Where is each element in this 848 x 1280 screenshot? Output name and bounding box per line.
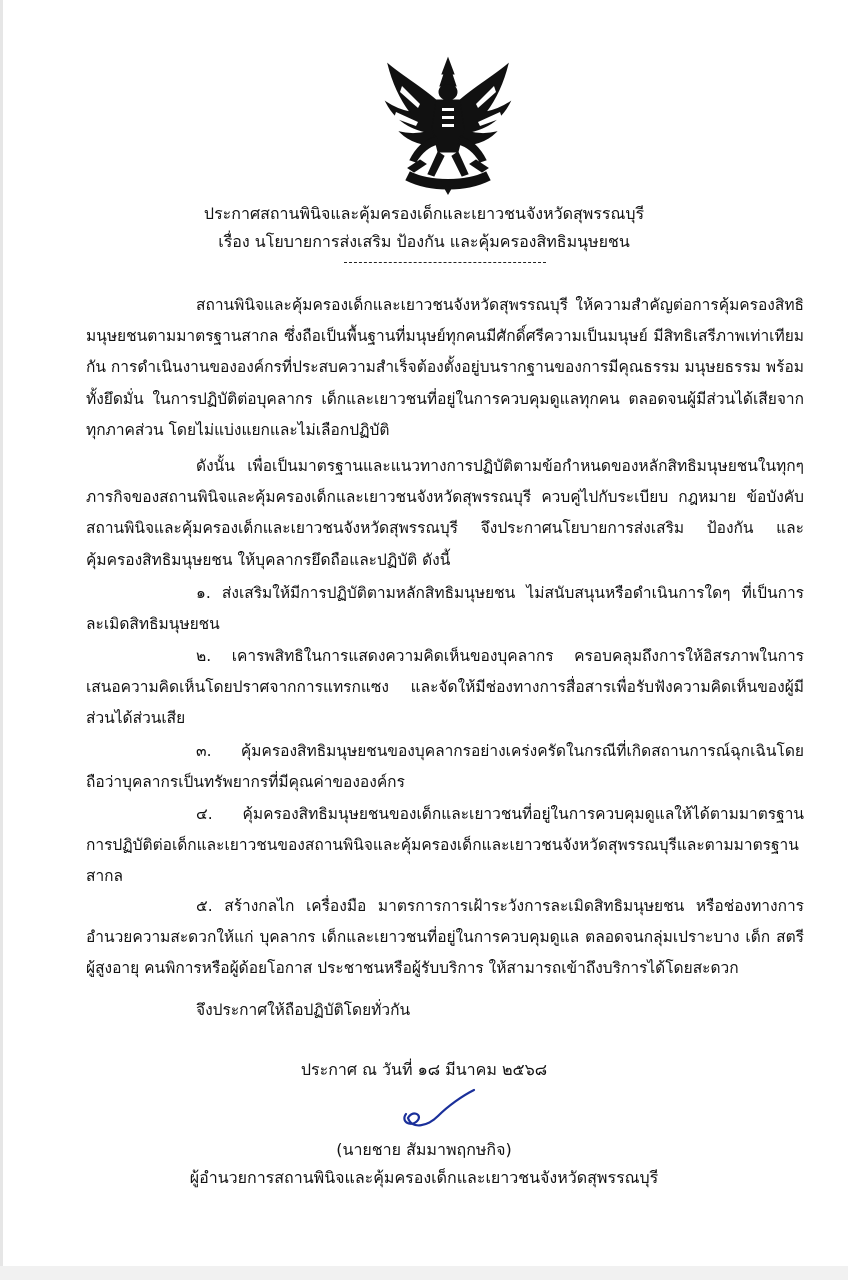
announcement-subject: เรื่อง นโยบายการส่งเสริม ป้องกัน และคุ้มครองสิทธิมนุษยชน [218, 232, 630, 251]
paragraph-intro: สถานพินิจและคุ้มครองเด็กและเยาวชนจังหวัดสุพรรณบุรี ให้ความสำคัญต่อการคุ้มครองสิทธิมนุษยชนตามมาตรฐานสากล ซึ่งถือเป็นพื้นฐานที่มนุษย์ทุกคนมีศักดิ์ศรีความเป็นมนุษย์ มีสิทธิเสรีภาพเท่าเทียมกัน การดำเนินงานขององค์กรที่ประสบความสำเร็จต้องตั้งอยู่บนรากฐานของการมีคุณธรรม มนุษยธรรม พร้อมทั้งยึดมั่น ในการปฏิบัติต่อบุคลากร เด็กและเยาวชนที่อยู่ในการควบคุมดูแลทุกคน ตลอดจนผู้มีส่วนได้เสียจากทุกภาคส่วน โดยไม่แบ่งแยกและไม่เลือกปฏิบัติ [86, 296, 804, 439]
policy-item-1: ๑. ส่งเสริมให้มีการปฏิบัติตามหลักสิทธิมนุษยชน ไม่สนับสนุนหรือดำเนินการใดๆ ที่เป็นการละเมิดสิทธิมนุษยชน [86, 584, 804, 634]
announcement-date: ประกาศ ณ วันที่ ๑๘ มีนาคม ๒๕๖๘ [300, 1060, 548, 1079]
policy-item-3: ๓. คุ้มครองสิทธิมนุษยชนของบุคลากรอย่างเคร่งครัดในกรณีที่เกิดสถานการณ์ฉุกเฉินโดยถือว่าบุคลากรเป็นทรัพยากรที่มีคุณค่าขององค์กร [86, 742, 804, 792]
scan-edge-left [0, 0, 3, 1280]
title-separator [344, 262, 546, 263]
policy-item-4: ๔. คุ้มครองสิทธิมนุษยชนของเด็กและเยาวชนที่อยู่ในการควบคุมดูแลให้ได้ตามมาตรฐานการปฏิบัติต่อเด็กและเยาวชนของสถานพินิจและคุ้มครองเด็กและเยาวชนจังหวัดสุพรรณบุรีและตามมาตรฐานสากล [86, 805, 804, 886]
announcement-title: ประกาศสถานพินิจและคุ้มครองเด็กและเยาวชนจังหวัดสุพรรณบุรี [203, 204, 645, 223]
scan-edge-bottom [0, 1266, 848, 1280]
garuda-emblem-icon [380, 56, 516, 196]
policy-item-5: ๕. สร้างกลไก เครื่องมือ มาตรการการเฝ้าระวังการละเมิดสิทธิมนุษยชน หรือช่องทางการอำนวยความสะดวกให้แก่ บุคลากร เด็กและเยาวชนที่อยู่ในการควบคุมดูแล ตลอดจนกลุ่มเปราะบาง เด็ก สตรีผู้สูงอายุ คนพิการหรือผู้ด้อยโอกาส ประชาชนหรือผู้รับบริการ ให้สามารถเข้าถึงบริการได้โดยสะดวก [86, 897, 804, 978]
closing-statement: จึงประกาศให้ถือปฏิบัติโดยทั่วกัน [196, 1001, 411, 1019]
signer-position: ผู้อำนวยการสถานพินิจและคุ้มครองเด็กและเยาวชนจังหวัดสุพรรณบุรี [189, 1168, 659, 1187]
signer-name: (นายชาย สัมมาพฤกษกิจ) [336, 1140, 512, 1159]
policy-item-2: ๒. เคารพสิทธิในการแสดงความคิดเห็นของบุคลากร ครอบคลุมถึงการให้อิสรภาพในการเสนอความคิดเห็นโดยปราศจากการแทรกแซง และจัดให้มีช่องทางการสื่อสารเพื่อรับฟังความคิดเห็นของผู้มีส่วนได้ส่วนเสีย [86, 647, 804, 728]
paragraph-policy-preamble: ดังนั้น เพื่อเป็นมาตรฐานและแนวทางการปฏิบัติตามข้อกำหนดของหลักสิทธิมนุษยชนในทุกๆภารกิจของสถานพินิจและคุ้มครองเด็กและเยาวชนจังหวัดสุพรรณบุรี ควบคู่ไปกับระเบียบ กฎหมาย ข้อบังคับสถานพินิจและคุ้มครองเด็กและเยาวชนจังหวัดสุพรรณบุรี จึงประกาศนโยบายการส่งเสริม ป้องกัน และคุ้มครองสิทธิมนุษยชน ให้บุคลากรยึดถือและปฏิบัติ ดังนี้ [86, 457, 804, 569]
handwritten-signature [398, 1088, 478, 1132]
